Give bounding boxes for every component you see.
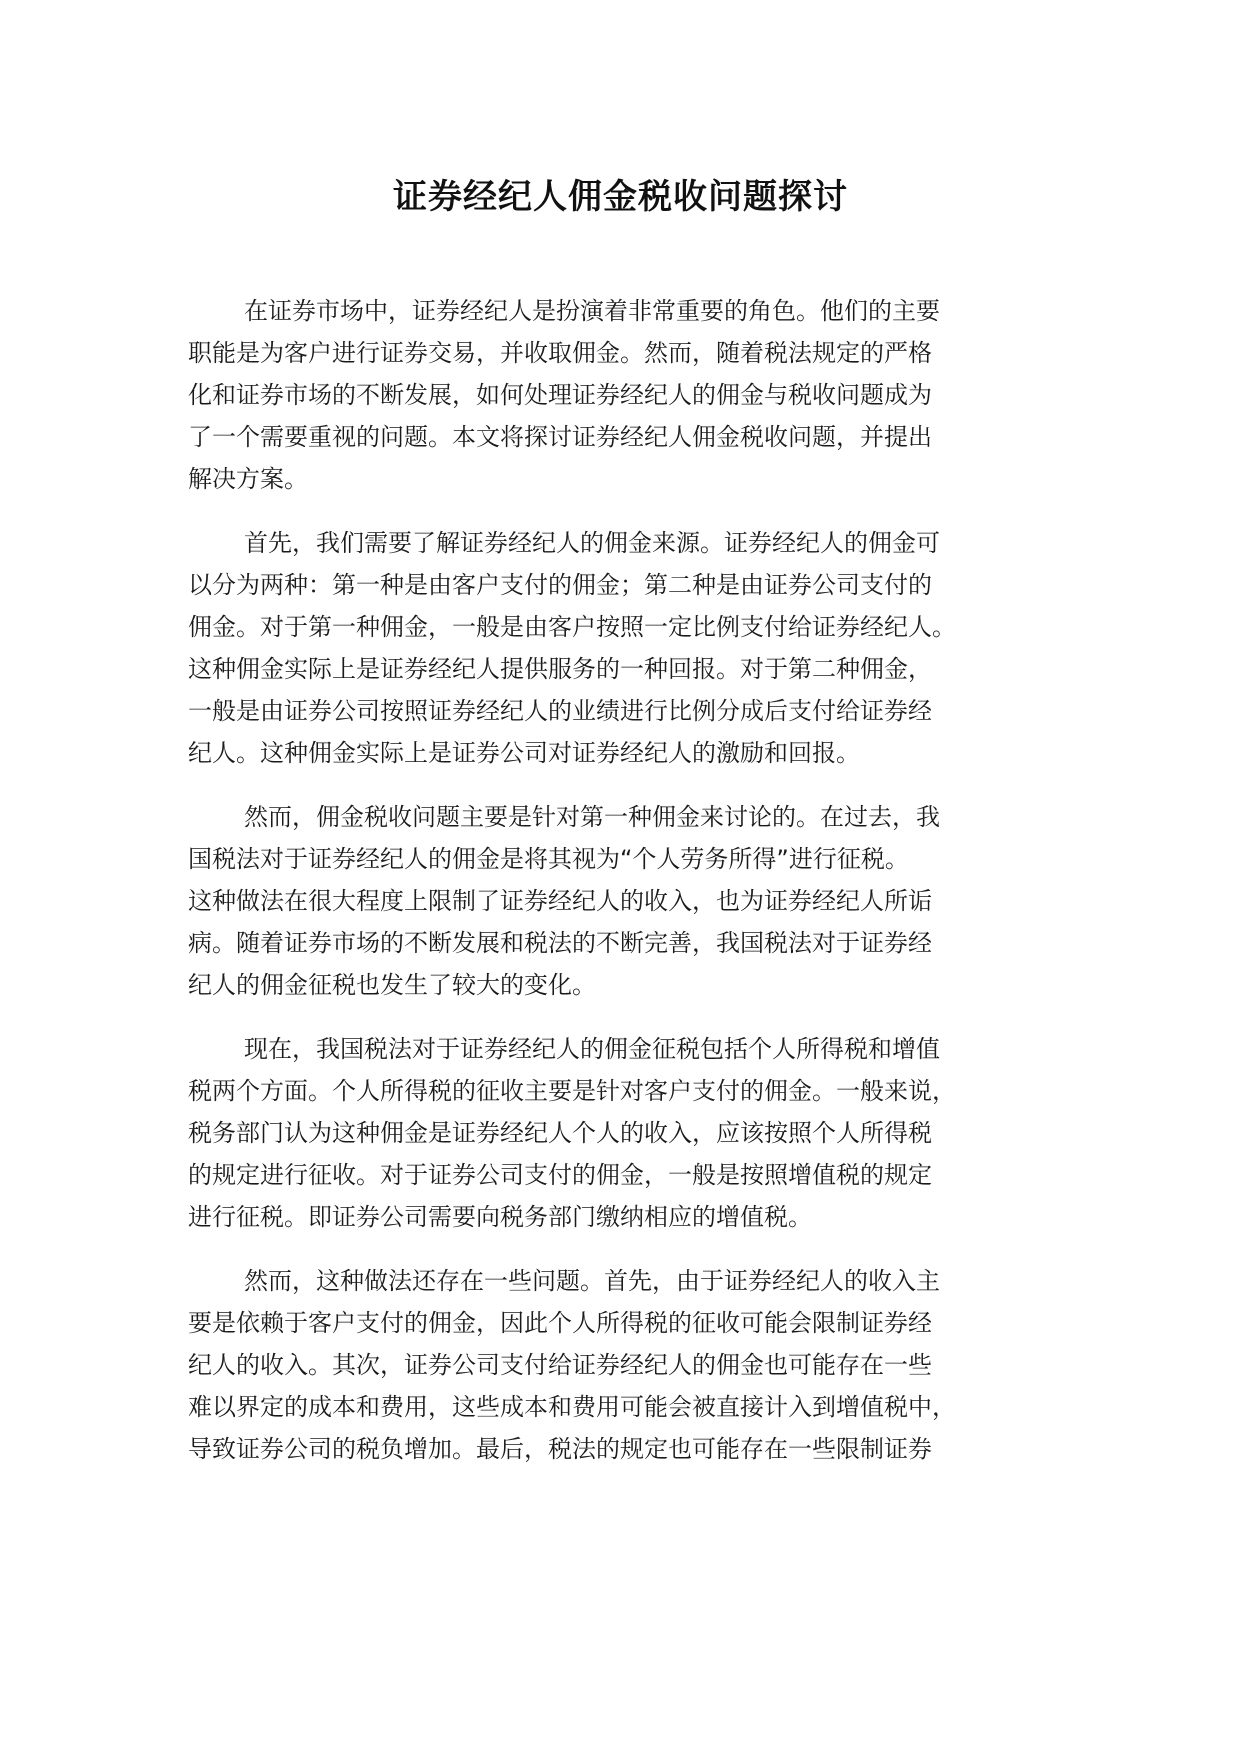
text-line: 解决方案。 bbox=[188, 465, 308, 493]
document-body bbox=[188, 290, 1088, 1492]
text-line: 国税法对于证券经纪人的佣金是将其视为“个人劳务所得”进行征税。 bbox=[188, 845, 909, 873]
document-title: 证券经纪人佣金税收问题探讨 bbox=[393, 177, 848, 217]
text-line: 纪人的收入。其次，证券公司支付给证券经纪人的佣金也可能存在一些 bbox=[188, 1351, 932, 1379]
text-line: 职能是为客户进行证券交易，并收取佣金。然而，随着税法规定的严格 bbox=[188, 339, 932, 367]
text-line: 化和证券市场的不断发展，如何处理证券经纪人的佣金与税收问题成为 bbox=[188, 381, 932, 409]
paragraph-5 bbox=[188, 1260, 1088, 1470]
text-line: 以分为两种：第一种是由客户支付的佣金；第二种是由证券公司支付的 bbox=[188, 571, 932, 599]
text-line: 难以界定的成本和费用，这些成本和费用可能会被直接计入到增值税中， bbox=[188, 1393, 956, 1421]
text-line: 一般是由证券公司按照证券经纪人的业绩进行比例分成后支付给证券经 bbox=[188, 697, 932, 725]
text-line: 的规定进行征收。对于证券公司支付的佣金，一般是按照增值税的规定 bbox=[188, 1161, 932, 1189]
text-line: 然而，佣金税收问题主要是针对第一种佣金来讨论的。在过去，我 bbox=[244, 803, 940, 831]
text-line: 纪人。这种佣金实际上是证券公司对证券经纪人的激励和回报。 bbox=[188, 739, 860, 767]
text-line: 病。随着证券市场的不断发展和税法的不断完善，我国税法对于证券经 bbox=[188, 929, 932, 957]
text-line: 要是依赖于客户支付的佣金，因此个人所得税的征收可能会限制证券经 bbox=[188, 1309, 932, 1337]
paragraph-3 bbox=[188, 796, 1088, 1006]
text-line: 现在，我国税法对于证券经纪人的佣金征税包括个人所得税和增值 bbox=[244, 1035, 940, 1063]
text-line: 佣金。对于第一种佣金，一般是由客户按照一定比例支付给证券经纪人。 bbox=[188, 613, 956, 641]
text-line: 导致证券公司的税负增加。最后，税法的规定也可能存在一些限制证券 bbox=[188, 1435, 932, 1463]
text-line: 然而，这种做法还存在一些问题。首先，由于证券经纪人的收入主 bbox=[244, 1267, 940, 1295]
text-line: 税两个方面。个人所得税的征收主要是针对客户支付的佣金。一般来说， bbox=[188, 1077, 956, 1105]
text-line: 了一个需要重视的问题。本文将探讨证券经纪人佣金税收问题，并提出 bbox=[188, 423, 932, 451]
text-line: 这种佣金实际上是证券经纪人提供服务的一种回报。对于第二种佣金， bbox=[188, 655, 932, 683]
text-line: 进行征税。即证券公司需要向税务部门缴纳相应的增值税。 bbox=[188, 1203, 812, 1231]
text-line: 首先，我们需要了解证券经纪人的佣金来源。证券经纪人的佣金可 bbox=[244, 529, 940, 557]
paragraph-4 bbox=[188, 1028, 1088, 1238]
text-line: 税务部门认为这种佣金是证券经纪人个人的收入，应该按照个人所得税 bbox=[188, 1119, 932, 1147]
text-line: 这种做法在很大程度上限制了证券经纪人的收入，也为证券经纪人所诟 bbox=[188, 887, 932, 915]
paragraph-1 bbox=[188, 290, 1088, 500]
text-line: 在证券市场中，证券经纪人是扮演着非常重要的角色。他们的主要 bbox=[244, 297, 940, 325]
text-line: 纪人的佣金征税也发生了较大的变化。 bbox=[188, 971, 596, 999]
paragraph-2 bbox=[188, 522, 1088, 774]
